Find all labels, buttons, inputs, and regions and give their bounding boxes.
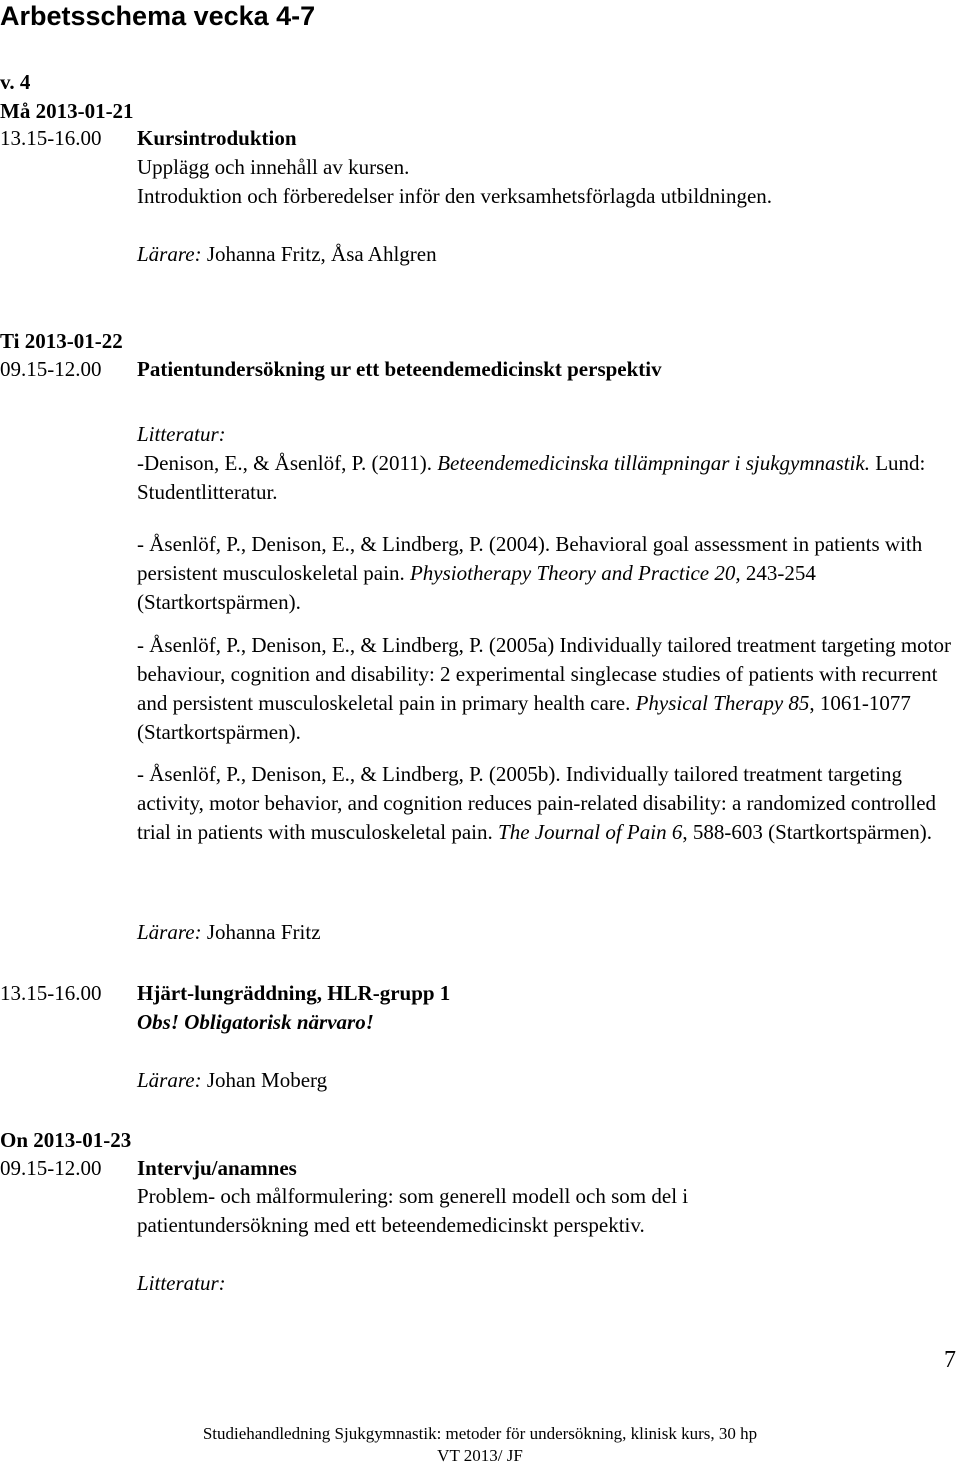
- time-slot: 13.15-16.00: [0, 126, 102, 150]
- teacher-line: [137, 918, 321, 947]
- literature-label: Litteratur:: [137, 422, 226, 446]
- session-description: Upplägg och innehåll av kursen.: [137, 155, 410, 179]
- time-slot: 09.15-12.00: [0, 1156, 102, 1180]
- teacher-names: Johanna Fritz, Åsa Ahlgren: [206, 242, 437, 266]
- footer-line: VT 2013/ JF: [437, 1446, 523, 1465]
- reference-entry: - Åsenlöf, P., Denison, E., & Lindberg, P. (2004). Behavioral goal assessment in patients with persistent musculoskeletal pain. Physiotherapy Theory and Practice 20, 243-254 (Startkortspärmen).: [137, 532, 923, 614]
- session-title: Patientundersökning ur ett beteendemedicinskt perspektiv: [137, 357, 662, 381]
- reference-entry: - Åsenlöf, P., Denison, E., & Lindberg, P. (2005a) Individually tailored treatment targeting motor behaviour, cognition and disability: 2 experimental singlecase studies of patients with recurrent and persistent musculoskeletal pain in primary health care. Physical Therapy 85, 1061-1077 (Startkortspärmen).: [137, 633, 951, 744]
- teacher-label: Lärare:: [137, 1068, 202, 1092]
- day-heading-tuesday: Ti 2013-01-22: [0, 329, 123, 353]
- week-label: v. 4: [0, 70, 31, 94]
- teacher-names: Johanna Fritz: [206, 920, 321, 944]
- document-title: Arbetsschema vecka 4-7: [0, 1, 316, 31]
- attendance-notice: Obs! Obligatorisk närvaro!: [137, 1010, 374, 1034]
- literature-label: Litteratur:: [137, 1271, 226, 1295]
- session-title: Intervju/anamnes: [137, 1156, 297, 1180]
- time-slot: 13.15-16.00: [0, 981, 102, 1005]
- session-title: Hjärt-lungräddning, HLR-grupp 1: [137, 981, 451, 1005]
- time-slot: 09.15-12.00: [0, 357, 102, 381]
- reference-entry: - Åsenlöf, P., Denison, E., & Lindberg, P. (2005b). Individually tailored treatment targeting activity, motor behavior, and cognition reduces pain-related disability: a randomized controlled trial in patients with musculoskeletal pain. The Journal of Pain 6, 588-603 (Startkortspärmen).: [137, 762, 937, 844]
- teacher-label: Lärare:: [137, 920, 202, 944]
- day-heading-wednesday: On 2013-01-23: [0, 1128, 132, 1152]
- session-title: Kursintroduktion: [137, 126, 297, 150]
- session-description: Problem- och målformulering: som generell modell och som del i patientundersökning med ett beteendemedicinskt perspektiv.: [137, 1184, 689, 1237]
- footer-line: Studiehandledning Sjukgymnastik: metoder för undersökning, klinisk kurs, 30 hp: [202, 1424, 758, 1443]
- teacher-line: [137, 240, 437, 269]
- page-number: 7: [944, 1347, 956, 1373]
- reference-entry: -Denison, E., & Åsenlöf, P. (2011). Beteendemedicinska tillämpningar i sjukgymnastik. Lund: Studentlitteratur.: [137, 451, 926, 504]
- teacher-label: Lärare:: [137, 242, 202, 266]
- day-heading-monday: Må 2013-01-21: [0, 99, 134, 123]
- teacher-line: [137, 1066, 327, 1095]
- teacher-names: Johan Moberg: [206, 1068, 328, 1092]
- session-description: Introduktion och förberedelser inför den verksamhetsförlagda utbildningen.: [137, 184, 773, 208]
